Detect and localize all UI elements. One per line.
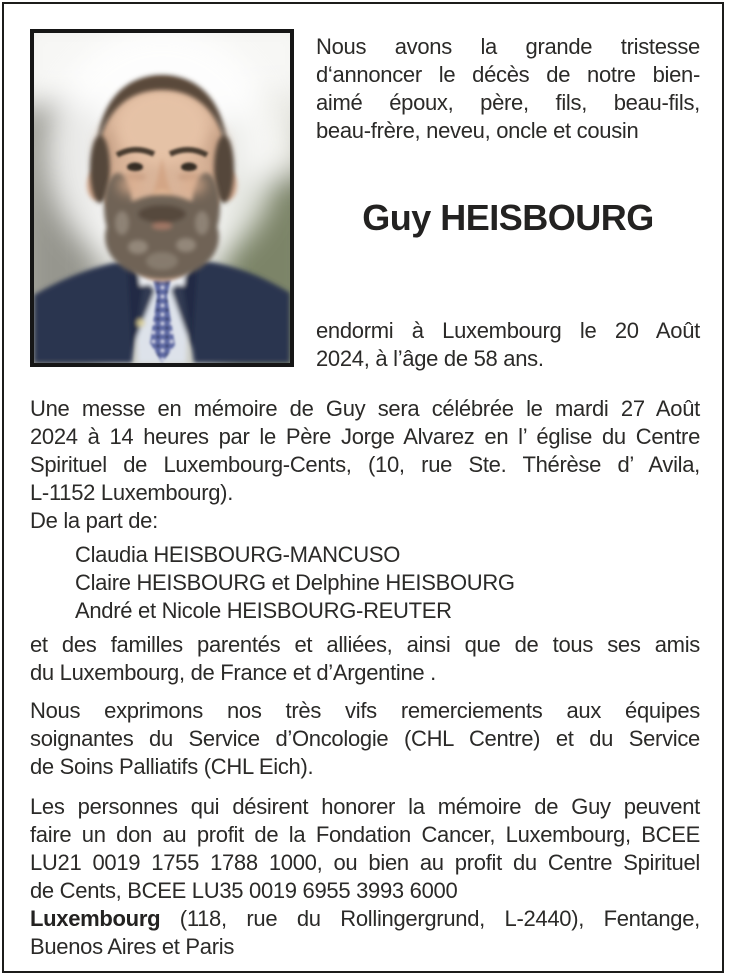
- text-line: Nous exprimons nos très vifs remerciements aux équipes: [30, 698, 700, 723]
- residence-paragraph: [30, 905, 700, 961]
- header-text-column: [316, 29, 700, 373]
- donation-paragraph: [30, 793, 700, 905]
- header-row: [30, 29, 700, 373]
- text-line: Claire HEISBOURG et Delphine HEISBOURG: [75, 570, 515, 595]
- text-line: LU21 0019 1755 1788 1000, ou bien au profit du Centre Spirituel: [30, 850, 700, 875]
- deceased-name: Guy HEISBOURG: [362, 197, 654, 238]
- thanks-paragraph: [30, 697, 700, 781]
- text-line: soignantes du Service d’Oncologie (CHL Centre) et du Service: [30, 726, 700, 751]
- death-info-paragraph: [316, 317, 700, 373]
- mass-paragraph: [30, 395, 700, 507]
- text-line: Une messe en mémoire de Guy sera célébrée le mardi 27 Août: [30, 396, 700, 421]
- text-line: de Soins Palliatifs (CHL Eich).: [30, 754, 314, 779]
- text-line: Spirituel de Luxembourg-Cents, (10, rue Ste. Thérèse d’ Avila,: [30, 452, 700, 477]
- families-paragraph: [30, 631, 700, 687]
- text-line: 2024, à l’âge de 58 ans.: [316, 346, 544, 371]
- text-line: faire un don au profit de la Fondation Cancer, Luxembourg, BCEE: [30, 822, 700, 847]
- text-line: d‘annoncer le décès de notre bien-: [316, 62, 700, 87]
- family-members-list: [30, 541, 700, 625]
- text-line: et des familles parentés et alliées, ainsi que de tous ses amis: [30, 632, 700, 657]
- text-line: Nous avons la grande tristesse: [316, 34, 700, 59]
- text-line: de Cents, BCEE LU35 0019 6955 3993 6000: [30, 878, 458, 903]
- text-line: Claudia HEISBOURG-MANCUSO: [75, 542, 401, 567]
- text-line: 2024 à 14 heures par le Père Jorge Alvarez en l’ église du Centre: [30, 424, 700, 449]
- portrait-illustration: [34, 33, 290, 363]
- residence-line: [30, 905, 700, 933]
- portrait-photo: [30, 29, 294, 367]
- text-line: endormi à Luxembourg le 20 Août: [316, 318, 700, 343]
- text-line: beau-frère, neveu, oncle et cousin: [316, 118, 639, 143]
- text-line: André et Nicole HEISBOURG-REUTER: [75, 598, 452, 623]
- residence-city: Luxembourg: [30, 906, 161, 931]
- text-line: aimé époux, père, fils, beau-fils,: [316, 90, 700, 115]
- notice-body: [30, 395, 700, 961]
- text-line: du Luxembourg, de France et d’Argentine .: [30, 660, 436, 685]
- from-label: De la part de:: [30, 508, 158, 533]
- residence-address: (118, rue du Rollingergrund, L-2440), Fentange,: [160, 906, 700, 931]
- intro-paragraph: [316, 33, 700, 145]
- residence-line: Buenos Aires et Paris: [30, 934, 235, 959]
- text-line: Les personnes qui désirent honorer la mémoire de Guy peuvent: [30, 794, 700, 819]
- text-line: L-1152 Luxembourg).: [30, 480, 234, 505]
